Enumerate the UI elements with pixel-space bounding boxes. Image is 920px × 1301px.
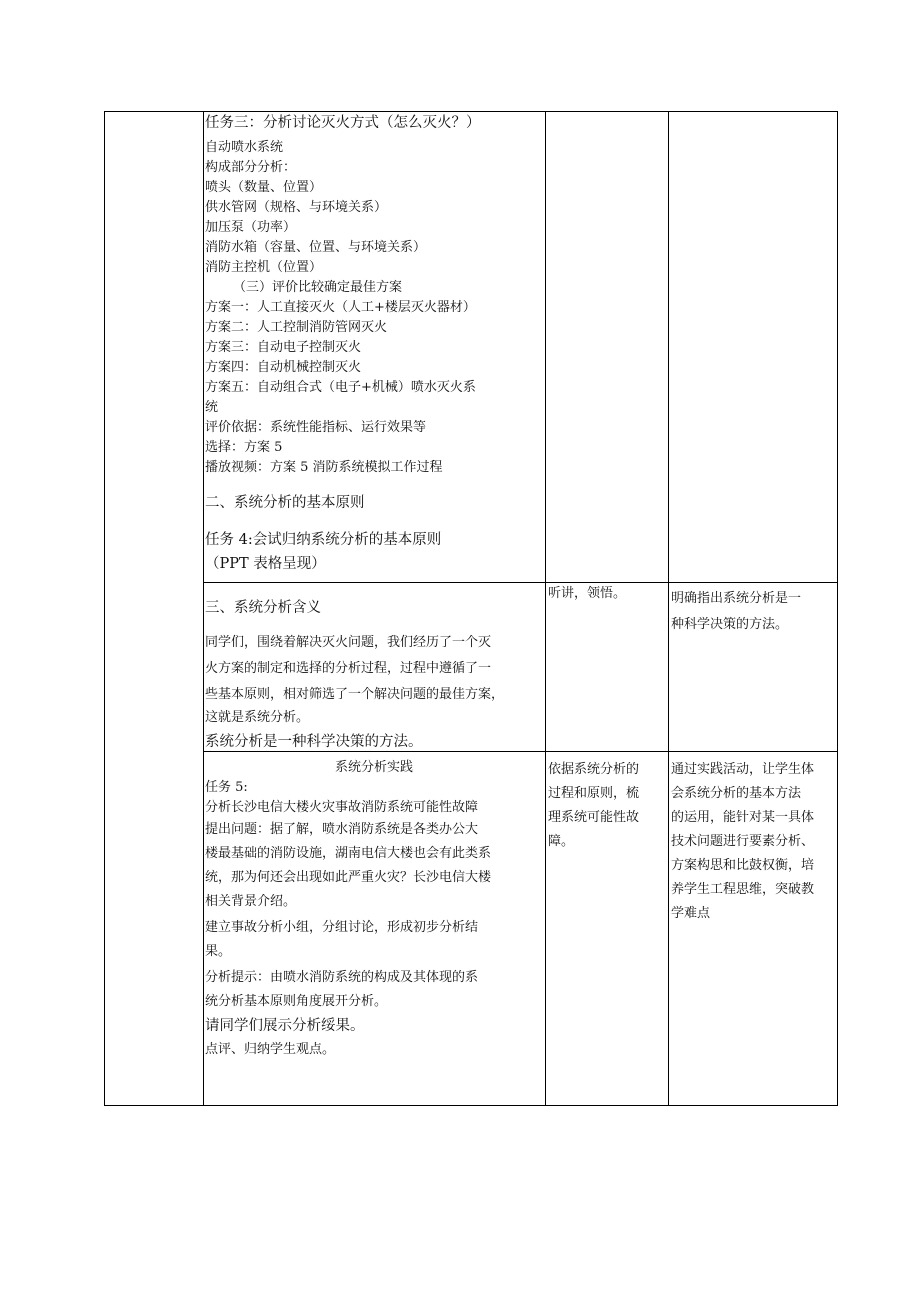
table-column-divider-3 xyxy=(668,111,669,1106)
table-column-divider-2 xyxy=(545,111,546,1106)
row1-line: 消防主控机（位置） xyxy=(205,260,323,275)
row2-content-cell xyxy=(205,598,543,752)
row3-intent-line: 技术问题进行要素分析、 xyxy=(671,834,815,849)
row2-intent-line: 明确指出系统分析是一 xyxy=(671,591,802,606)
group-line: 果。 xyxy=(205,944,232,959)
row1-line: 构成部分分析： xyxy=(205,160,297,175)
row1-line: 方案三：自动电子控制灭火 xyxy=(205,340,362,355)
question-line: 楼最基础的消防设施，湖南电信大楼也会有此类系 xyxy=(205,846,492,861)
table-border-right xyxy=(837,111,838,1106)
row1-line: 方案一：人工直接灭火（人工+楼层灭火器材） xyxy=(205,300,476,315)
row2-paragraph-line: 火方案的制定和选择的分析过程，过程中遵循了一 xyxy=(205,661,492,676)
row1-line: 评价依据：系统性能指标、运行效果等 xyxy=(205,420,427,435)
show-results-line: 请同学们展示分析绥果。 xyxy=(205,1018,365,1034)
row2-paragraph-line: 些基本原则，相对筛选了一个解决问题的最佳方案， xyxy=(205,687,505,702)
row1-line: 供水管网（规格、与环境关系） xyxy=(205,200,388,215)
row3-student-line: 理系统可能性故 xyxy=(548,810,640,825)
row3-content-cell xyxy=(205,758,543,1060)
row2-intent-cell xyxy=(671,586,836,638)
section3-heading: 三、系统分析含义 xyxy=(205,600,321,616)
row1-line: 方案五：自动组合式（电子+机械）喷水灭火系 xyxy=(205,380,476,395)
row2-paragraph-line: 这就是系统分析。 xyxy=(205,710,310,725)
question-line: 相关背景介绍。 xyxy=(205,894,297,909)
task3-title: 任务三：分析讨论灭火方式（怎么灭火？） xyxy=(205,115,481,131)
definition-line: 系统分析是一种科学决策的方法。 xyxy=(205,734,423,750)
row1-line: 消防水箱（容量、位置、与环境关系） xyxy=(205,240,427,255)
subheading-compare: （三）评价比较确定最佳方案 xyxy=(233,280,403,295)
ppt-line: （PPT 表格呈现） xyxy=(205,556,326,572)
row3-intent-line: 会系统分析的基本方法 xyxy=(671,786,802,801)
practice-title: 系统分析实践 xyxy=(334,760,413,775)
table-row-divider-1 xyxy=(203,582,838,583)
task5-desc: 分析长沙电信大楼火灾事故消防系统可能性故障 xyxy=(205,800,479,815)
group-line: 建立事故分析小组，分组讨论，形成初步分析结 xyxy=(205,920,479,935)
section2-heading: 二、系统分析的基本原则 xyxy=(205,495,365,511)
row1-line: 播放视频：方案 5 消防系统模拟工作过程 xyxy=(205,460,443,475)
row1-line: 统 xyxy=(205,400,219,415)
task4-line: 任务 4:会试归纳系统分析的基本原则 xyxy=(205,532,442,548)
table-border-left xyxy=(104,111,105,1106)
row1-line: 喷头（数量、位置） xyxy=(205,180,323,195)
row2-student-cell xyxy=(548,584,666,604)
row3-intent-line: 的运用，能针对某一具体 xyxy=(671,810,815,825)
row2-student-activity: 听讲，领悟。 xyxy=(548,586,627,601)
row2-paragraph-line: 同学们，围绕着解决灭火问题，我们经历了一个灭 xyxy=(205,635,492,650)
row3-intent-cell xyxy=(671,758,836,926)
review-line: 点评、归纳学生观点。 xyxy=(205,1042,336,1057)
row1-line: 自动喷水系统 xyxy=(205,140,284,155)
question-line: 统，那为何还会出现如此严重火灾？长沙电信大楼 xyxy=(205,870,492,885)
row1-line: 方案四：自动机械控制灭火 xyxy=(205,360,362,375)
row1-content-cell xyxy=(205,112,543,574)
question-line: 提出问题：据了解，喷水消防系统是各类办公大 xyxy=(205,822,479,837)
table-column-divider-1 xyxy=(203,111,204,1106)
row3-intent-line: 学难点 xyxy=(671,906,711,921)
row2-intent-line: 种科学决策的方法。 xyxy=(671,617,789,632)
row1-line: 方案二：人工控制消防管网灭火 xyxy=(205,320,388,335)
hint-line: 统分析基本原则角度展开分析。 xyxy=(205,994,388,1009)
row3-student-line: 依据系统分析的 xyxy=(548,762,640,777)
table-border-bottom xyxy=(104,1105,838,1106)
row3-student-line: 障。 xyxy=(548,834,575,849)
row3-intent-line: 方案构思和比鼓权衡，培 xyxy=(671,858,815,873)
row3-student-cell xyxy=(548,758,666,854)
row3-student-line: 过程和原则，梳 xyxy=(548,786,640,801)
row1-line: 加压泵（功率） xyxy=(205,220,297,235)
hint-line: 分析提示：由喷水消防系统的构成及其体现的系 xyxy=(205,970,479,985)
row1-line: 选择：方案 5 xyxy=(205,440,283,455)
row3-intent-line: 养学生工程思维，突破教 xyxy=(671,882,815,897)
row3-intent-line: 通过实践活动，让学生体 xyxy=(671,762,815,777)
task5-label: 任务 5: xyxy=(205,780,248,795)
